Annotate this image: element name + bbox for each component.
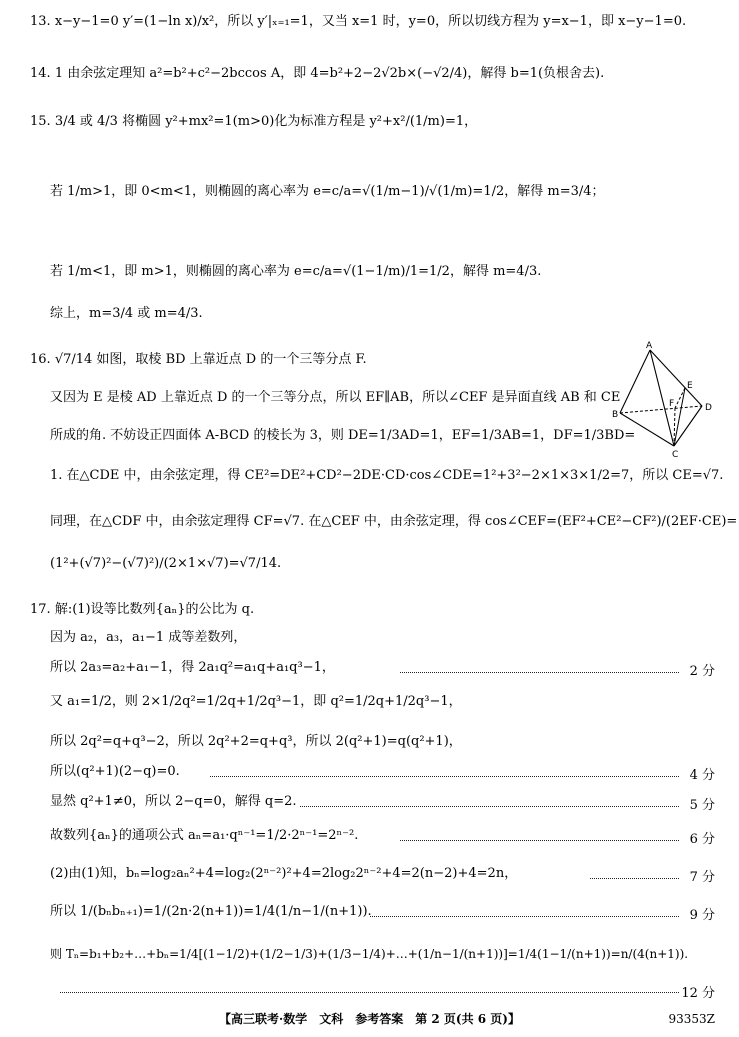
q15-line1: [30, 114, 477, 130]
score-2: 2 分: [689, 664, 715, 679]
q16-line1: [30, 352, 367, 368]
q15-text2: 若 1/m>1，即 0<m<1，则椭圆的离心率为 e=c/a=√(1/m−1)/√(1/m)=1/2，解得 m=3/4；: [50, 184, 605, 199]
label-a: A: [646, 341, 653, 351]
dot-leader: [210, 776, 679, 777]
score-9: 9 分: [689, 908, 715, 923]
page-footer: 【高三联考·数学 文科 参考答案 第 2 页(共 6 页)】: [219, 1012, 520, 1026]
q17-text9: (2)由(1)知，bₙ=log₂aₙ²+4=log₂(2ⁿ⁻²)²+4=2log₂2ⁿ⁻²+4=2(n−2)+4=2n，: [50, 866, 518, 881]
dot-leader: [60, 992, 679, 993]
tetrahedron-figure: [612, 338, 724, 460]
q15-number: 15.: [30, 114, 51, 129]
q17-text6: 所以(q²+1)(2−q)=0.: [50, 764, 180, 779]
q16-text4: 1. 在△CDE 中，由余弦定理，得 CE²=DE²+CD²−2DE·CD·cos∠CDE=1²+3²−2×1×3×1/2=7，所以 CE=√7.: [50, 468, 724, 483]
q13-number: 13.: [30, 14, 51, 29]
q16-text3: 所成的角. 不妨设正四面体 A-BCD 的棱长为 3，则 DE=1/3AD=1，EF=1/3AB=1，DF=1/3BD=: [50, 428, 636, 443]
q16-text1: √7/14 如图，取棱 BD 上靠近点 D 的一个三等分点 F.: [54, 352, 367, 367]
q17-text5: 所以 2q²=q+q³−2，所以 2q²+2=q+q³，所以 2(q²+1)=q(q²+1)，: [50, 734, 462, 749]
q17-text2: 因为 a₂，a₃，a₁−1 成等差数列，: [50, 630, 247, 645]
label-b: B: [612, 410, 619, 420]
dot-leader: [400, 672, 679, 673]
q17-text4: 又 a₁=1/2，则 2×1/2q²=1/2q+1/2q³−1，即 q²=1/2q+1/2q³−1，: [50, 694, 462, 709]
q14-text: 1 由余弦定理知 a²=b²+c²−2bccos A，即 4=b²+2−2√2b×(−√2/4)，解得 b=1(负根舍去).: [54, 66, 605, 81]
q17-text11: 则 Tₙ=b₁+b₂+…+bₙ=1/4[(1−1/2)+(1/2−1/3)+(1/3−1/4)+…+(1/n−1/(n+1))]=1/4(1−1/(n+1))=n/(4(n+1)).: [50, 947, 689, 961]
score-5: 5 分: [689, 798, 715, 813]
score-6: 6 分: [689, 832, 715, 847]
q17-line1: [30, 602, 254, 618]
q15-text1: 3/4 或 4/3 将椭圆 y²+mx²=1(m>0)化为标准方程是 y²+x²/(1/m)=1，: [54, 114, 478, 129]
q13-line: [30, 14, 686, 30]
q17-text3: 所以 2a₃=a₂+a₁−1，得 2a₁q²=a₁q+a₁q³−1，: [50, 660, 335, 675]
dot-leader: [400, 840, 679, 841]
dot-leader: [370, 916, 679, 917]
score-7: 7 分: [689, 870, 715, 885]
q15-text3: 若 1/m<1，即 m>1，则椭圆的离心率为 e=c/a=√(1−1/m)/1=1/2，解得 m=4/3.: [50, 264, 542, 279]
q16-number: 16.: [30, 352, 51, 367]
score-4: 4 分: [689, 768, 715, 783]
q16-text5: 同理，在△CDF 中，由余弦定理得 CF=√7. 在△CEF 中，由余弦定理，得 cos∠CEF=(EF²+CE²−CF²)/(2EF·CE)=: [50, 514, 738, 529]
q17-text10: 所以 1/(bₙbₙ₊₁)=1/(2n·2(n+1))=1/4(1/n−1/(n+1)).: [50, 904, 372, 919]
q17-text8: 故数列{aₙ}的通项公式 aₙ=a₁·qⁿ⁻¹=1/2·2ⁿ⁻¹=2ⁿ⁻².: [50, 828, 359, 843]
label-c: C: [672, 450, 679, 460]
dot-leader: [300, 806, 679, 807]
score-12: 12 分: [681, 986, 715, 1001]
q14-number: 14.: [30, 66, 51, 81]
q16-text6: (1²+(√7)²−(√7)²)/(2×1×√7)=√7/14.: [50, 556, 282, 571]
document-code: 93353Z: [668, 1012, 715, 1026]
q15-text4: 综上，m=3/4 或 m=4/3.: [50, 306, 203, 321]
q14-line: [30, 66, 604, 82]
label-f: F: [669, 399, 675, 409]
dot-leader: [590, 878, 679, 879]
q17-number: 17.: [30, 602, 51, 617]
q16-text2: 又因为 E 是棱 AD 上靠近点 D 的一个三等分点，所以 EF∥AB，所以∠CEF 是异面直线 AB 和 CE: [50, 390, 621, 405]
q17-text7: 显然 q²+1≠0，所以 2−q=0，解得 q=2.: [50, 794, 297, 809]
q13-text: x−y−1=0 y′=(1−ln x)/x²，所以 y′|ₓ₌₁=1，又当 x=1 时，y=0，所以切线方程为 y=x−1，即 x−y−1=0.: [54, 14, 687, 29]
label-d: D: [705, 403, 712, 413]
label-e: E: [687, 381, 693, 391]
q17-text1: 解:(1)设等比数列{aₙ}的公比为 q.: [54, 602, 255, 617]
